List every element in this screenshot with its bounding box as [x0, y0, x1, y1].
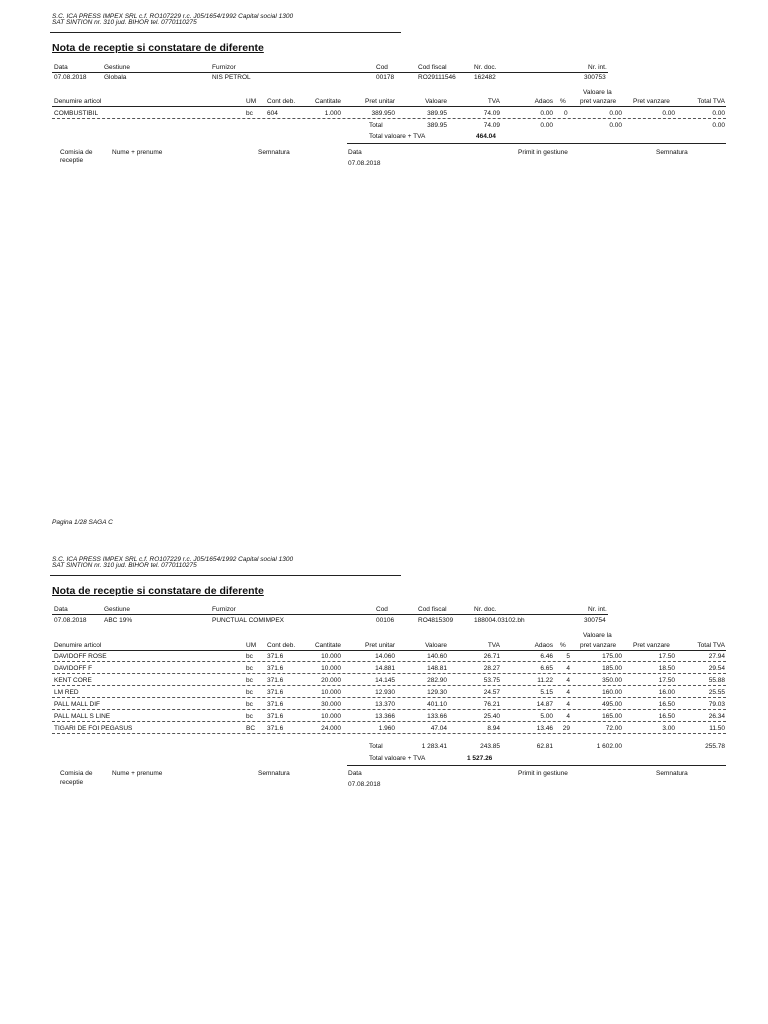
col-cantitate: Cantitate: [314, 98, 341, 105]
cell-total-tva: 55.88: [708, 677, 725, 684]
cell-um: bc: [246, 701, 253, 708]
cell-valoare: 401.10: [427, 701, 447, 708]
label-nr-int: Nr. int.: [588, 64, 607, 71]
total-valoare-pv: 0.00: [609, 122, 622, 129]
cell-pret-unitar: 12.930: [375, 689, 395, 696]
cell-denumire: DAVIDOFF F: [54, 665, 93, 672]
cell-denumire: COMBUSTIBIL: [54, 110, 99, 117]
cell-valoare: 282.90: [427, 677, 447, 684]
total-with-vat-value: 1 527.26: [467, 755, 493, 762]
row-rule: [52, 673, 726, 674]
cell-pct: 29: [562, 725, 570, 732]
cell-valoare: 140.60: [427, 653, 447, 660]
cell-tva: 25.40: [483, 713, 500, 720]
col-valoare: Valoare: [425, 642, 447, 649]
footer-data-label: Data: [348, 770, 362, 777]
col-pret-unitar: Pret unitar: [365, 98, 395, 105]
value-cod: 00106: [376, 617, 395, 624]
footer-semnatura: Semnatura: [258, 149, 290, 156]
footer-comisia-1: Comisia de: [60, 770, 93, 777]
footer-semnatura: Semnatura: [258, 770, 290, 777]
cell-adaos: 6.46: [540, 653, 553, 660]
cell-cont: 371.6: [267, 689, 284, 696]
cell-total-tva: 29.54: [708, 665, 725, 672]
document-title: Nota de receptie si constatare de diferente: [52, 42, 264, 54]
cell-adaos: 5.00: [540, 713, 553, 720]
cell-pret-vanzare: 0.00: [662, 110, 675, 117]
cell-cantitate: 1.000: [324, 110, 341, 117]
footer-comisia-2: receptie: [60, 779, 84, 786]
document-title: Nota de receptie si constatare de diferente: [52, 585, 264, 597]
cell-pct: 4: [566, 677, 570, 684]
label-furnizor: Furnizor: [212, 606, 236, 613]
col-pret-vanzare: Pret vanzare: [633, 98, 670, 105]
cell-denumire: LM RED: [54, 689, 79, 696]
footer-primit: Primit in gestiune: [518, 149, 568, 156]
cell-cantitate: 20.000: [321, 677, 341, 684]
header-rule: [52, 614, 608, 615]
total-adaos: 0.00: [540, 122, 553, 129]
value-nr-doc: 188004.03102.bh: [474, 617, 525, 624]
cell-pct: 5: [566, 653, 570, 660]
cell-um: BC: [246, 725, 256, 732]
row-rule: [52, 733, 726, 734]
value-nr-int: 300753: [584, 74, 606, 81]
cell-pret-unitar: 14.145: [375, 677, 395, 684]
label-cod-fiscal: Cod fiscal: [418, 606, 447, 613]
total-with-vat-value: 464.04: [476, 133, 496, 140]
label-cod-fiscal: Cod fiscal: [418, 64, 447, 71]
cell-adaos: 6.65: [540, 665, 553, 672]
cell-valoare-pv: 350.00: [602, 677, 622, 684]
cell-pct: 4: [566, 701, 570, 708]
total-adaos: 62.81: [536, 743, 553, 750]
col-pret-unitar: Pret unitar: [365, 642, 395, 649]
cell-um: bc: [246, 653, 253, 660]
cell-tva: 24.57: [483, 689, 500, 696]
cell-um: bc: [246, 677, 253, 684]
cell-adaos: 11.22: [537, 677, 553, 684]
cell-cont: 371.6: [267, 713, 284, 720]
col-denumire: Denumire articol: [54, 98, 102, 105]
cell-valoare: 133.66: [427, 713, 447, 720]
footer-comisia-1: Comisia de: [60, 149, 93, 156]
cell-pret-vanzare: 17.50: [658, 677, 675, 684]
cell-pret-unitar: 1.960: [378, 725, 395, 732]
value-data: 07.08.2018: [54, 74, 87, 81]
row-rule: [52, 685, 726, 686]
cell-tva: 74.09: [483, 110, 500, 117]
footer-semnatura-2: Semnatura: [656, 149, 688, 156]
company-line-1: S.C. ICA PRESS IMPEX SRL c.f. RO107229 r.c. J05/1654/1992 Capital social 1300: [52, 13, 294, 20]
cell-pret-unitar: 14.060: [375, 653, 395, 660]
cell-um: bc: [246, 665, 253, 672]
cell-cont: 371.6: [267, 677, 284, 684]
col-um: UM: [246, 642, 257, 649]
total-valoare-pv: 1 602.00: [596, 743, 622, 750]
value-cod-fiscal: RO29111546: [418, 74, 456, 81]
cell-um: bc: [246, 689, 253, 696]
value-nr-doc: 162482: [474, 74, 496, 81]
col-valoare-pv-2: pret vanzare: [580, 98, 617, 105]
cell-valoare: 148.81: [427, 665, 447, 672]
cell-valoare: 389.95: [427, 110, 447, 117]
col-total-tva: Total TVA: [697, 98, 725, 105]
cell-valoare-pv: 165.00: [602, 713, 622, 720]
cell-cont: 371.6: [267, 701, 284, 708]
cell-valoare-pv: 185.00: [602, 665, 622, 672]
cell-denumire: KENT CORE: [54, 677, 92, 684]
total-label: Total: [369, 743, 383, 750]
value-gestiune: Globala: [104, 74, 127, 81]
value-furnizor: PUNCTUAL COMIMPEX: [212, 617, 284, 624]
cell-pret-vanzare: 16.50: [658, 701, 675, 708]
page-footer: Pagina 1/28 SAGA C: [52, 519, 113, 526]
value-gestiune: ABC 19%: [104, 617, 133, 624]
row-rule: [52, 721, 726, 722]
cell-pret-vanzare: 16.00: [658, 689, 675, 696]
col-cantitate: Cantitate: [314, 642, 341, 649]
footer-data-label: Data: [348, 149, 362, 156]
company-line-2: SAT SINTION nr. 310 jud. BIHOR tel. 0770110275: [52, 19, 197, 26]
total-valoare: 389.95: [427, 122, 447, 129]
cell-cantitate: 10.000: [321, 665, 341, 672]
cell-valoare-pv: 175.00: [602, 653, 622, 660]
cell-pct: 4: [566, 689, 570, 696]
divider: [50, 32, 401, 33]
cell-total-tva: 0.00: [712, 110, 725, 117]
cell-cantitate: 10.000: [321, 713, 341, 720]
cell-pret-vanzare: 3.00: [662, 725, 675, 732]
cell-cont: 371.6: [267, 725, 284, 732]
label-cod: Cod: [376, 606, 388, 613]
col-cont: Cont deb.: [267, 98, 296, 105]
cell-um: bc: [246, 713, 253, 720]
value-cod: 00178: [376, 74, 395, 81]
total-total-tva: 0.00: [712, 122, 725, 129]
columns-rule: [52, 650, 726, 651]
divider: [50, 575, 401, 576]
cell-pret-unitar: 13.366: [375, 713, 395, 720]
label-nr-doc: Nr. doc.: [474, 606, 497, 613]
cell-pret-unitar: 13.370: [375, 701, 395, 708]
cell-adaos: 5.15: [540, 689, 553, 696]
label-data: Data: [54, 606, 68, 613]
cell-tva: 28.27: [483, 665, 500, 672]
header-rule: [52, 72, 608, 73]
cell-total-tva: 79.03: [708, 701, 725, 708]
footer-data-value: 07.08.2018: [348, 160, 381, 167]
row-rule: [52, 661, 726, 662]
cell-adaos: 14.87: [536, 701, 553, 708]
cell-pret-unitar: 14.881: [375, 665, 395, 672]
cell-valoare-pv: 72.00: [605, 725, 622, 732]
value-furnizor: NIS PETROL: [212, 74, 251, 81]
footer-semnatura-2: Semnatura: [656, 770, 688, 777]
col-pct: %: [560, 642, 566, 649]
total-label: Total: [369, 122, 383, 129]
cell-valoare-pv: 0.00: [609, 110, 622, 117]
col-valoare: Valoare: [425, 98, 447, 105]
cell-total-tva: 27.94: [708, 653, 725, 660]
cell-cantitate: 10.000: [321, 653, 341, 660]
totals-rule: [347, 143, 726, 144]
cell-cantitate: 10.000: [321, 689, 341, 696]
row-rule: [52, 709, 726, 710]
cell-denumire: DAVIDOFF ROSE: [54, 653, 107, 660]
cell-valoare: 47.04: [430, 725, 447, 732]
totals-rule: [347, 765, 726, 766]
label-data: Data: [54, 64, 68, 71]
total-total-tva: 255.78: [705, 743, 725, 750]
cell-pct: 0: [564, 110, 568, 117]
cell-cont: 371.6: [267, 665, 284, 672]
label-gestiune: Gestiune: [104, 606, 131, 613]
col-cont: Cont deb.: [267, 642, 296, 649]
cell-adaos: 0.00: [540, 110, 553, 117]
cell-tva: 26.71: [483, 653, 500, 660]
total-tva: 243.85: [480, 743, 500, 750]
col-adaos: Adaos: [534, 98, 553, 105]
footer-comisia-2: receptie: [60, 157, 84, 164]
footer-nume: Nume + prenume: [112, 149, 163, 156]
cell-tva: 8.94: [487, 725, 500, 732]
col-adaos: Adaos: [534, 642, 553, 649]
total-with-vat-label: Total valoare + TVA: [369, 755, 426, 762]
row-rule: [52, 118, 726, 119]
cell-pret-vanzare: 17.50: [658, 653, 675, 660]
col-total-tva: Total TVA: [697, 642, 725, 649]
total-tva: 74.09: [483, 122, 500, 129]
cell-cont: 371.6: [267, 653, 284, 660]
cell-pret-vanzare: 16.50: [658, 713, 675, 720]
row-rule: [52, 697, 726, 698]
footer-nume: Nume + prenume: [112, 770, 163, 777]
col-um: UM: [246, 98, 257, 105]
company-line-1: S.C. ICA PRESS IMPEX SRL c.f. RO107229 r.c. J05/1654/1992 Capital social 1300: [52, 556, 294, 563]
cell-total-tva: 26.34: [708, 713, 725, 720]
cell-denumire: PALL MALL S LINE: [54, 713, 111, 720]
label-furnizor: Furnizor: [212, 64, 236, 71]
company-line-2: SAT SINTION nr. 310 jud. BIHOR tel. 0770110275: [52, 562, 197, 569]
total-valoare: 1 283.41: [421, 743, 447, 750]
label-gestiune: Gestiune: [104, 64, 131, 71]
col-pct: %: [560, 98, 566, 105]
cell-cantitate: 30.000: [321, 701, 341, 708]
col-valoare-pv-1: Valoare la: [583, 89, 612, 96]
value-cod-fiscal: RO4815309: [418, 617, 454, 624]
cell-valoare-pv: 160.00: [602, 689, 622, 696]
label-cod: Cod: [376, 64, 388, 71]
cell-pct: 4: [566, 665, 570, 672]
col-tva: TVA: [487, 98, 500, 105]
col-denumire: Denumire articol: [54, 642, 102, 649]
cell-total-tva: 25.55: [708, 689, 725, 696]
col-valoare-pv-2: pret vanzare: [580, 642, 617, 649]
footer-data-value: 07.08.2018: [348, 781, 381, 788]
cell-tva: 76.21: [483, 701, 500, 708]
cell-denumire: PALL MALL DIF: [54, 701, 100, 708]
col-pret-vanzare: Pret vanzare: [633, 642, 670, 649]
cell-valoare-pv: 495.00: [602, 701, 622, 708]
cell-pret-unitar: 389.950: [371, 110, 395, 117]
cell-pct: 4: [566, 713, 570, 720]
cell-cantitate: 24.000: [321, 725, 341, 732]
cell-valoare: 129.30: [427, 689, 447, 696]
value-data: 07.08.2018: [54, 617, 87, 624]
cell-tva: 53.75: [483, 677, 500, 684]
col-tva: TVA: [487, 642, 500, 649]
columns-rule: [52, 106, 726, 107]
label-nr-doc: Nr. doc.: [474, 64, 497, 71]
footer-primit: Primit in gestiune: [518, 770, 568, 777]
cell-total-tva: 11.50: [709, 725, 725, 732]
cell-cont: 604: [267, 110, 278, 117]
cell-adaos: 13.46: [536, 725, 553, 732]
value-nr-int: 300754: [584, 617, 606, 624]
col-valoare-pv-1: Valoare la: [583, 632, 612, 639]
cell-denumire: TIGARI DE FOI PEGASUS: [54, 725, 133, 732]
cell-pret-vanzare: 18.50: [658, 665, 675, 672]
label-nr-int: Nr. int.: [588, 606, 607, 613]
total-with-vat-label: Total valoare + TVA: [369, 133, 426, 140]
cell-um: bc: [246, 110, 253, 117]
